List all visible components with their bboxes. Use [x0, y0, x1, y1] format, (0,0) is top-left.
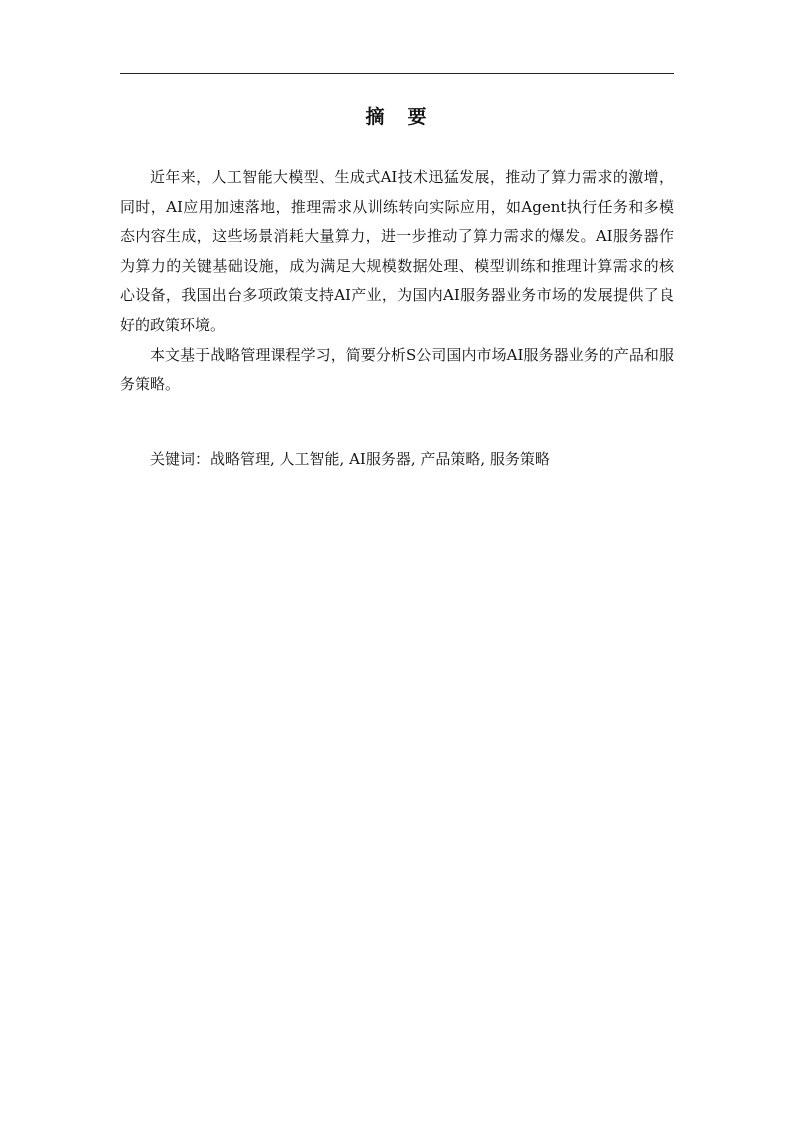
abstract-body [120, 163, 674, 400]
keywords-line: 关键词：战略管理, 人工智能, AI服务器, 产品策略, 服务策略 [150, 450, 550, 468]
abstract-paragraph-2: 本文基于战略管理课程学习，简要分析S公司国内市场AI服务器业务的产品和服务策略。 [120, 345, 674, 394]
header-rule [120, 73, 674, 74]
page-title: 摘 要 [365, 106, 429, 128]
abstract-paragraph-1: 近年来，人工智能大模型、生成式AI技术迅猛发展，推动了算力需求的激增，同时，AI应用加速落地，推理需求从训练转向实际应用，如Agent执行任务和多模态内容生成，这些场景消耗大量算力，进一步推动了算力需求的爆发。AI服务器作为算力的关键基础设施，成为满足大规模数据处理、模型训练和推理计算需求的核心设备，我国出台多项政策支持AI产业，为国内AI服务器业务市场的发展提供了良好的政策环境。 [120, 168, 674, 334]
